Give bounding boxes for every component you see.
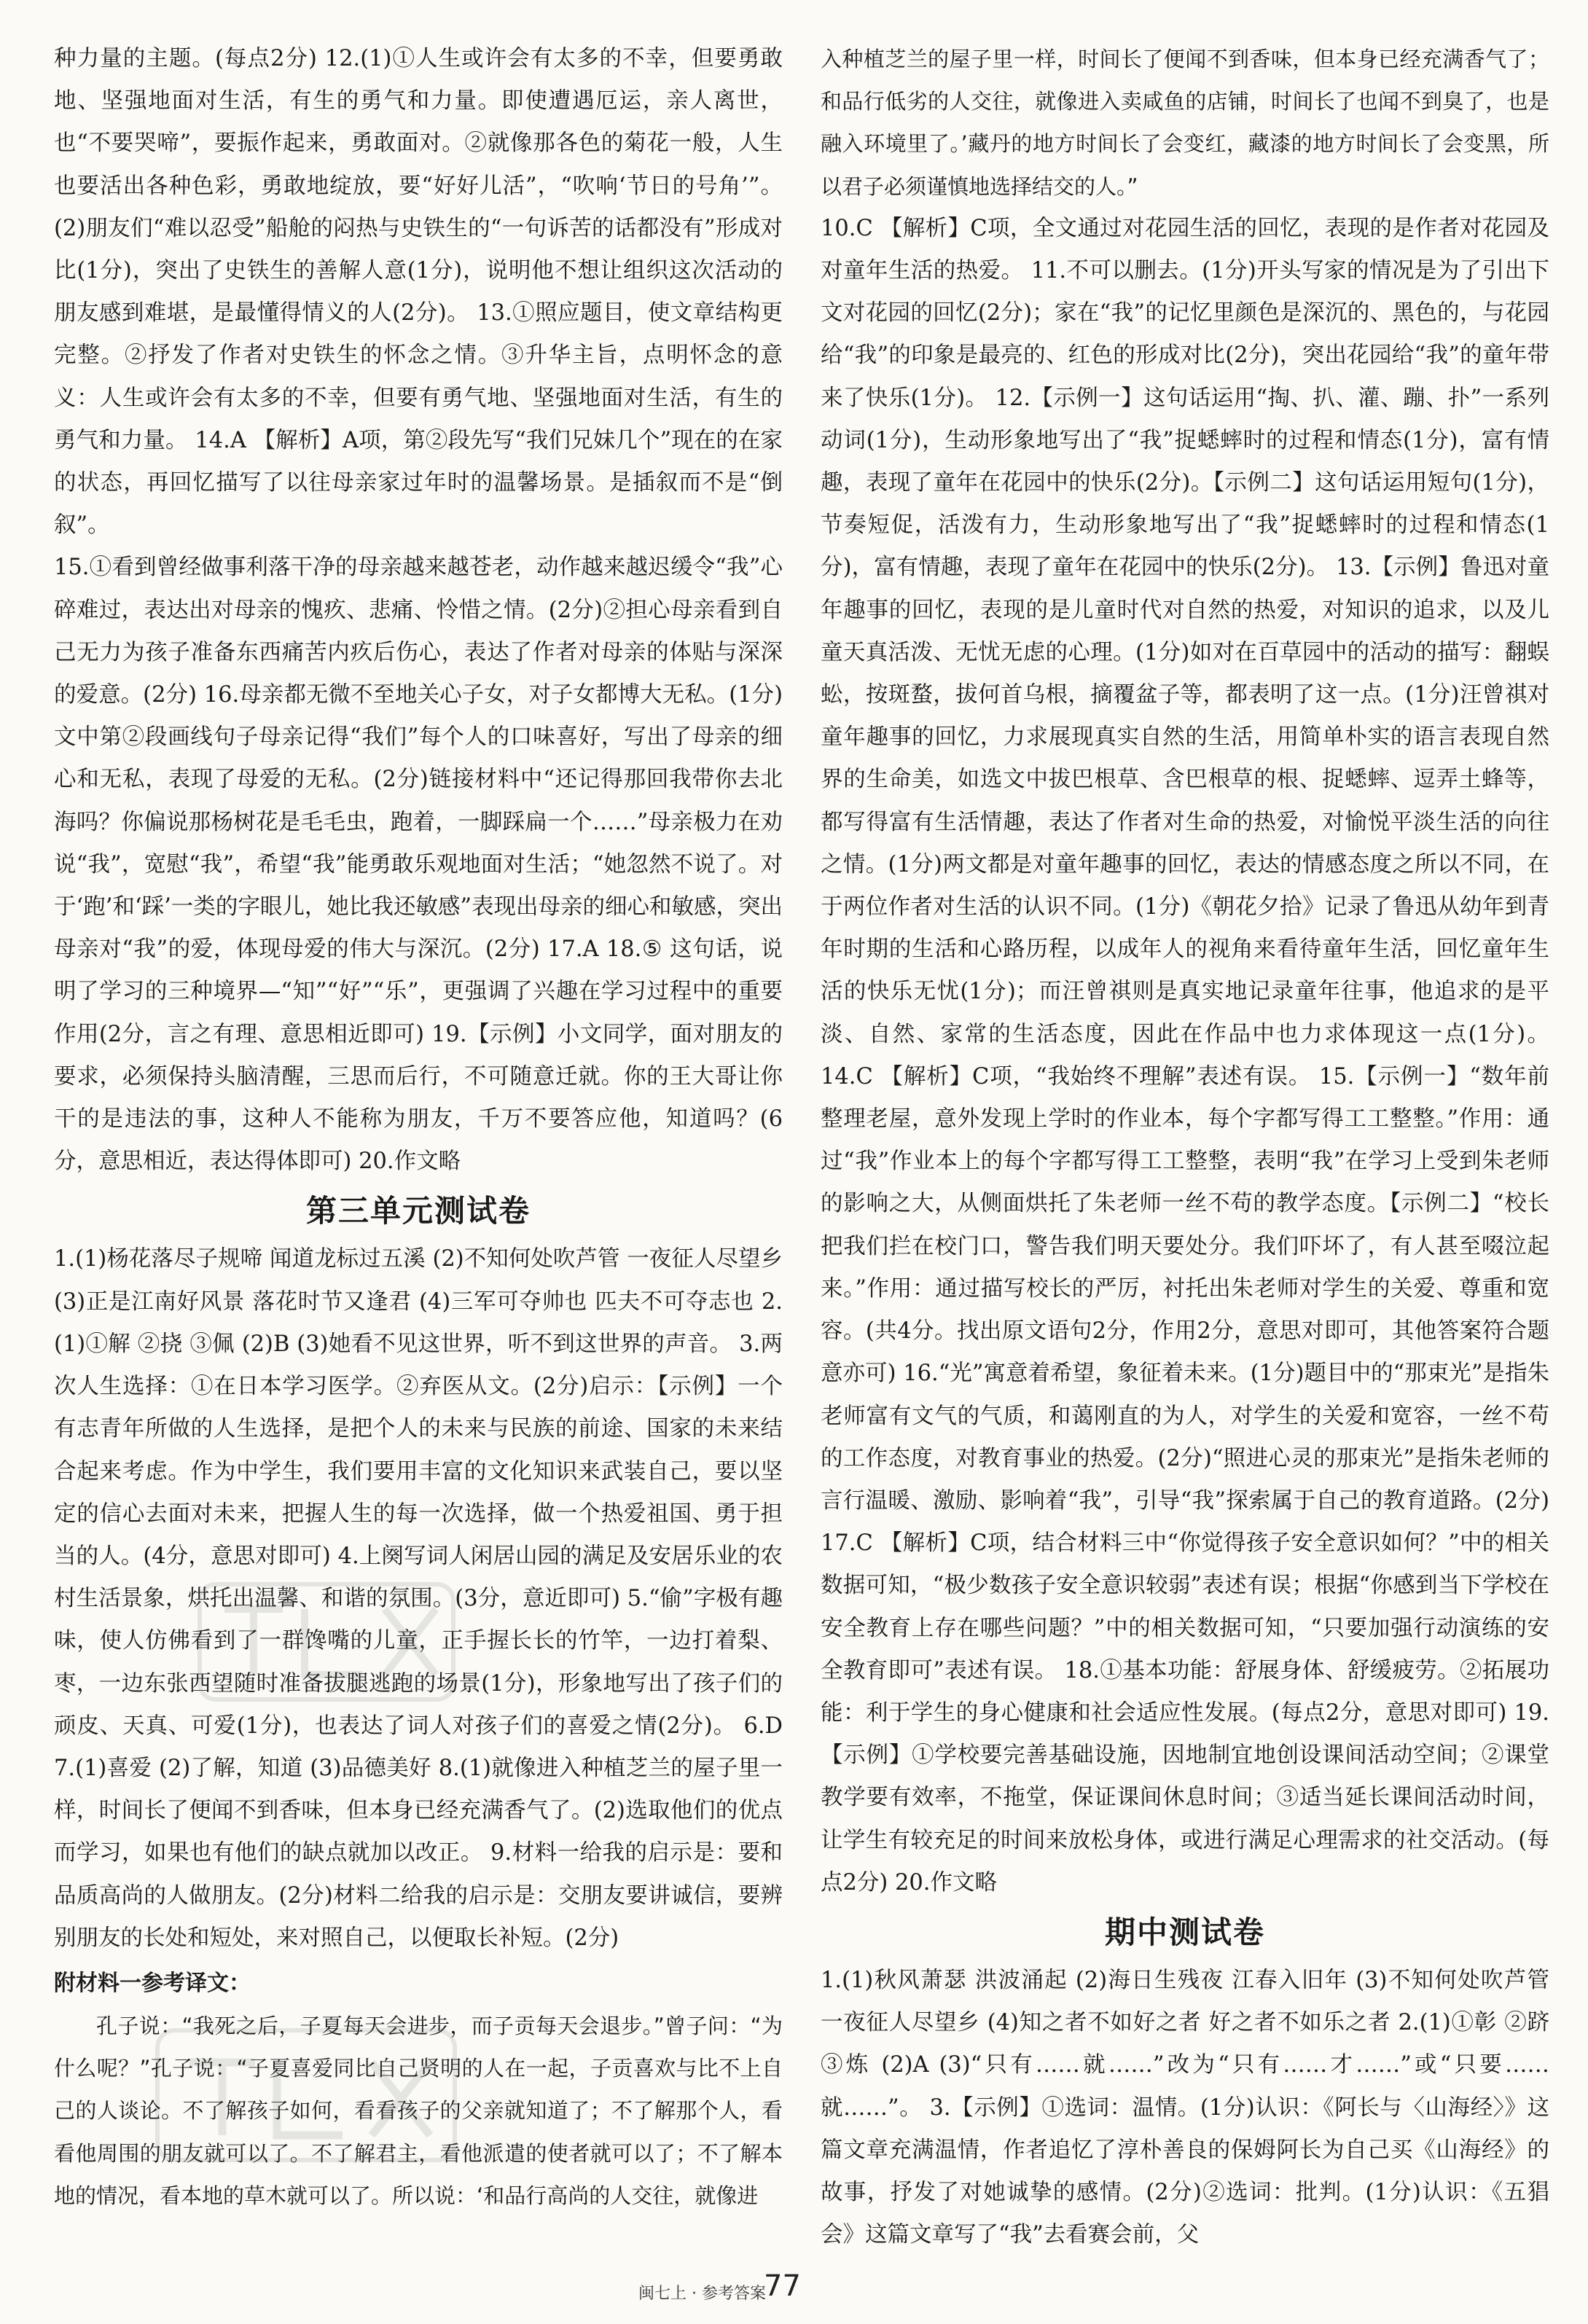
answer-paragraph: 1.(1)杨花落尽子规啼 闻道龙标过五溪 (2)不知何处吹芦管 一夜征人尽望乡 (3)正是江南好风景 落花时节又逢君 (4)三军可夺帅也 匹夫不可夺志也 2.(1)①解 ②挠 ③佩 (2)B (3)她看不见这世界，听不到这世界的声音。 3.两次人生选择：①在日本学习医学。②弃医从文。(2分)启示：【示例】一个有志青年所做的人生选择，是把个人的未来与民族的前途、国家的未来结合起来考虑。作为中学生，我们要用丰富的文化知识来武装自己，要以坚定的信心去面对未来，把握人生的每一次选择，做一个热爱祖国、勇于担当的人。(4分，意思对即可) 4.上阕写词人闲居山园的满足及安居乐业的农村生活景象，烘托出温馨、和谐的氛围。(3分，意近即可) 5.“偷”字极有趣味，使人仿佛看到了一群馋嘴的儿童，正手握长长的竹竿，一边打着梨、枣，一边东张西望随时准备拔腿逃跑的场景(1分)，形象地写出了孩子们的顽皮、天真、可爱(1分)，也表达了词人对孩子们的喜爱之情(2分)。 6.D 7.(1)喜爱 (2)了解，知道 (3)品德美好 8.(1)就像进入种植芝兰的屋子里一样，时间长了便闻不到香味，但本身已经充满香气了。(2)选取他们的优点而学习，如果也有他们的缺点就加以改正。 9.材料一给我的启示是：要和品质高尚的人做朋友。(2分)材料二给我的启示是：交朋友要讲诚信，要辨别朋友的长处和短处，来对照自己，以便取长补短。(2分) bbox=[54, 1246, 783, 1951]
watermark-logo bbox=[153, 2026, 459, 2164]
answer-paragraph: 种力量的主题。(每点2分) 12.(1)①人生或许会有太多的不幸，但要勇敢地、坚强地面对生活，有生的勇气和力量。即使遭遇厄运，亲人离世，也“不要哭啼”，要振作起来，勇敢面对。②就像那各色的菊花一般，人生也要活出各种色彩，勇敢地绽放，要“好好儿活”，“吹响‘节日的号角’”。(2)朋友们“难以忍受”船舱的闷热与史铁生的“一句诉苦的话都没有”形成对比(1分)，突出了史铁生的善解人意(1分)，说明他不想让组织这次活动的朋友感到难堪，是最懂得情义的人(2分)。 13.①照应题目，使文章结构更完整。②抒发了作者对史铁生的怀念之情。③升华主旨，点明怀念的意义：人生或许会有太多的不幸，但要有勇气地、坚强地面对生活，有生的勇气和力量。 14.A 【解析】A项，第②段先写“我们兄妹几个”现在的在家的状态，再回忆描写了以往母亲家过年时的温馨场景。是插叙而不是“倒叙”。 bbox=[54, 46, 783, 539]
appendix-heading: 附材料一参考译文： bbox=[54, 1970, 251, 1996]
left-column bbox=[54, 38, 783, 2217]
translation-paragraph: 入种植芝兰的屋子里一样，时间长了便闻不到香味，但本身已经充满香气了；和品行低劣的人交往，就像进入卖咸鱼的店铺，时间长了也闻不到臭了，也是融入环境里了。’藏丹的地方时间长了会变红，藏漆的地方时间长了会变黑，所以君子必须谨慎地选择结交的人。” bbox=[821, 47, 1549, 199]
footer-label: 闽七上 · 参考答案 bbox=[638, 2285, 766, 2303]
page-footer bbox=[0, 2266, 1588, 2310]
answer-paragraph: 10.C 【解析】C项，全文通过对花园生活的回忆，表现的是作者对花园及对童年生活的热爱。 11.不可以删去。(1分)开头写家的情况是为了引出下文对花园的回忆(2分)；家在“我”的记忆里颜色是深沉的、黑色的，与花园给“我”的印象是最亮的、红色的形成对比(2分)，突出花园给“我”的童年带来了快乐(1分)。 12.【示例一】这句话运用“掏、扒、灌、蹦、扑”一系列动词(1分)，生动形象地写出了“我”捉蟋蟀时的过程和情态(1分)，富有情趣，表现了童年在花园中的快乐(2分)。【示例二】这句话运用短句(1分)，节奏短促，活泼有力，生动形象地写出了“我”捉蟋蟀时的过程和情态(1分)，富有情趣，表现了童年在花园中的快乐(2分)。 13.【示例】鲁迅对童年趣事的回忆，表现的是儿童时代对自然的热爱，对知识的追求，以及儿童天真活泼、无忧无虑的心理。(1分)如对在百草园中的活动的描写：翻蜈蚣，按斑蝥，拔何首乌根，摘覆盆子等，都表明了这一点。(1分)汪曾祺对童年趣事的回忆，力求展现真实自然的生活，用简单朴实的语言表现自然界的生命美，如选文中拔巴根草、含巴根草的根、捉蟋蟀、逗弄土蜂等，都写得富有生活情趣，表达了作者对生命的热爱，对愉悦平淡生活的向往之情。(1分)两文都是对童年趣事的回忆，表达的情感态度之所以不同，在于两位作者对生活的认识不同。(1分)《朝花夕拾》记录了鲁迅从幼年到青年时期的生活和心路历程，以成年人的视角来看待童年生活，回忆童年生活的快乐无忧(1分)；而汪曾祺则是真实地记录童年往事，他追求的是平淡、自然、家常的生活态度，因此在作品中也力求体现这一点(1分)。 14.C 【解析】C项，“我始终不理解”表述有误。 15.【示例一】“数年前整理老屋，意外发现上学时的作业本，每个字都写得工工整整。”作用：通过“我”作业本上的每个字都写得工工整整，表明“我”在学习上受到朱老师的影响之大，从侧面烘托了朱老师一丝不苟的教学态度。【示例二】“校长把我们拦在校门口，警告我们明天要处分。我们吓坏了，有人甚至啜泣起来。”作用：通过描写校长的严厉，衬托出朱老师对学生的关爱、尊重和宽容。(共4分。找出原文语句2分，作用2分，意思对即可，其他答案符合题意亦可) 16.“光”寓意着希望，象征着未来。(1分)题目中的“那束光”是指朱老师富有文气的气质，和蔼刚直的为人，对学生的关爱和宽容，一丝不苟的工作态度，对教育事业的热爱。(2分)“照进心灵的那束光”是指朱老师的言行温暖、激励、影响着“我”，引导“我”探索属于自己的教育道路。(2分) 17.C 【解析】C项，结合材料三中“你觉得孩子安全意识如何？”中的相关数据可知，“极少数孩子安全意识较弱”表述有误；根据“你感到当下学校在安全教育上存在哪些问题？”中的相关数据可知，“只要加强行动演练的安全教育即可”表述有误。 18.①基本功能：舒展身体、舒缓疲劳。②拓展功能：利于学生的身心健康和社会适应性发展。(每点2分，意思对即可) 19.【示例】①学校要完善基础设施，因地制宜地创设课间活动空间；②课堂教学要有效率，不拖堂，保证课间休息时间；③适当延长课间活动时间，让学生有较充足的时间来放松身体，或进行满足心理需求的社交活动。(每点2分) 20.作文略 bbox=[821, 215, 1549, 1895]
watermark-logo bbox=[195, 1580, 458, 1704]
section-heading-midterm: 期中测试卷 bbox=[1104, 1914, 1265, 1950]
answer-paragraph: 1.(1)秋风萧瑟 洪波涌起 (2)海日生残夜 江春入旧年 (3)不知何处吹芦管 一夜征人尽望乡 (4)知之者不如好之者 好之者不如乐之者 2.(1)①彰 ②跻 ③炼 (2)A (3)“只有……就……”改为“只有……才……”或“只要……就……”。 3.【示例】①选词：温情。(1分)认识：《阿长与〈山海经〉》这篇文章充满温情，作者追忆了淳朴善良的保姆阿长为自己买《山海经》的故事，抒发了对她诚挚的感情。(2分)②选词：批判。(1分)认识：《五猖会》这篇文章写了“我”去看赛会前，父 bbox=[821, 1967, 1549, 2248]
right-column bbox=[821, 38, 1549, 2256]
translation-paragraph: 孔子说：“我死之后，子夏每天会进步，而子贡每天会退步。”曾子问：“为什么呢？”孔子说：“子夏喜爱同比自己贤明的人在一起，子贡喜欢与比不上自己的人谈论。不了解孩子如何，看看孩子的父亲就知道了；不了解那个人，看看他周围的朋友就可以了。不了解君主，看他派遣的使者就可以了；不了解本地的情况，看本地的草木就可以了。所以说：‘和品行高尚的人交往，就像进 bbox=[54, 2013, 783, 2208]
section-heading-unit3: 第三单元测试卷 bbox=[305, 1193, 531, 1229]
answer-paragraph: 15.①看到曾经做事利落干净的母亲越来越苍老，动作越来越迟缓令“我”心碎难过，表达出对母亲的愧疚、悲痛、怜惜之情。(2分)②担心母亲看到自己无力为孩子准备东西痛苦内疚后伤心，表达了作者对母亲的体贴与深深的爱意。(2分) 16.母亲都无微不至地关心子女，对子女都博大无私。(1分)文中第②段画线句子母亲记得“我们”每个人的口味喜好，写出了母亲的细心和无私，表现了母爱的无私。(2分)链接材料中“还记得那回我带你去北海吗？你偏说那杨树花是毛毛虫，跑着，一脚踩扁一个……”母亲极力在劝说“我”，宽慰“我”，希望“我”能勇敢乐观地面对生活；“她忽然不说了。对于‘跑’和‘踩’一类的字眼儿，她比我还敏感”表现出母亲的细心和敏感，突出母亲对“我”的爱，体现母爱的伟大与深沉。(2分) 17.A 18.⑤ 这句话，说明了学习的三种境界—“知”“好”“乐”，更强调了兴趣在学习过程中的重要作用(2分，言之有理、意思相近即可) 19.【示例】小文同学，面对朋友的要求，必须保持头脑清醒，三思而后行，不可随意迁就。你的王大哥让你干的是违法的事，这种人不能称为朋友，千万不要答应他，知道吗？(6分，意思相近，表达得体即可) 20.作文略 bbox=[54, 555, 783, 1175]
page-number: 77 bbox=[764, 2269, 801, 2303]
